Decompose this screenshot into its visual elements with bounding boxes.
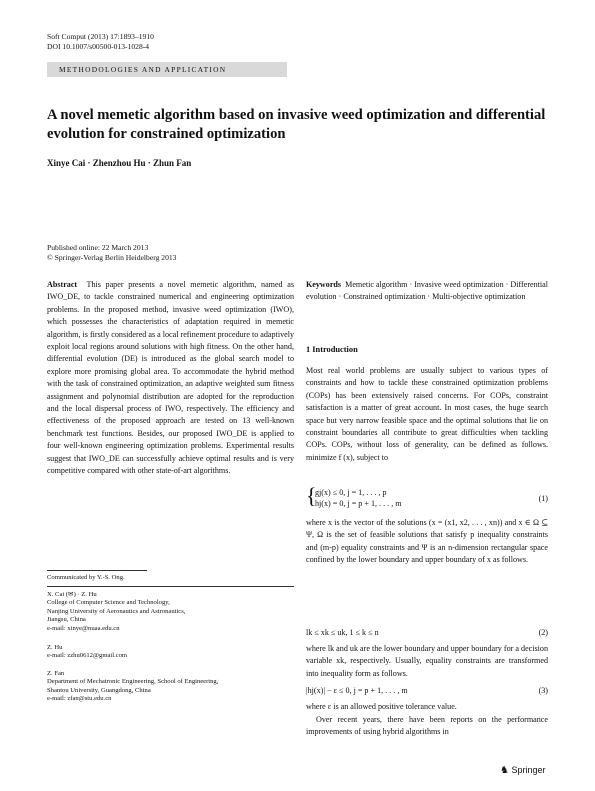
affiliation-line: Shantou University, Guangdong, China bbox=[47, 686, 151, 694]
equation-3 bbox=[306, 685, 548, 696]
keywords bbox=[306, 279, 548, 304]
intro-paragraph-1: Most real world problems are usually subject to various types of constraints and how to tackle these constrained optimization problems (COPs) has been extensively raised concerns. For COPs, constraint satisfaction is a matter of great account. In most cases, the huge search space but very narrow feasible space and the optimal solutions that lie on constraint boundaries all contribute to great difficulties when tackling COPs. COPs, without loss of generality, can be defined as follows. minimize f (x), subject to bbox=[306, 366, 548, 462]
abstract-label: Abstract bbox=[47, 280, 78, 289]
publisher-name: Springer bbox=[511, 765, 546, 775]
affiliation-1 bbox=[47, 591, 294, 633]
affiliation-3 bbox=[47, 670, 294, 704]
equation-line: hj(x) = 0, j = p + 1, . . . , m bbox=[315, 499, 402, 508]
equation-2 bbox=[306, 627, 548, 638]
publisher-logo bbox=[500, 765, 546, 776]
equation-line: gj(x) ≤ 0, j = 1, . . . , p bbox=[315, 488, 387, 497]
communicated-by: Communicated by Y.-S. Ong. bbox=[47, 574, 125, 581]
intro-paragraph-5: Over recent years, there have been reports on the performance improvements of using hybrid algorithms in bbox=[306, 715, 548, 737]
affiliation-line: College of Computer Science and Technology, bbox=[47, 599, 170, 607]
equation-number: (3) bbox=[538, 686, 548, 695]
affiliation-line: Department of Mechatronic Engineering, School of Engineering, bbox=[47, 678, 219, 686]
abstract bbox=[47, 279, 294, 478]
equation-line: lk ≤ xk ≤ uk, 1 ≤ k ≤ n bbox=[306, 628, 379, 637]
published-date: Published online: 22 March 2013 bbox=[47, 243, 149, 252]
email: e-mail: zzhu0612@gmail.com bbox=[47, 652, 128, 660]
equation-number: (2) bbox=[538, 628, 548, 637]
affiliation-names: Z. Fan bbox=[47, 670, 65, 677]
intro-paragraph-3: where lk and uk are the lower boundary and upper boundary for a decision variable xk, respectively. Usually, equality constraints are transformed into inequality form as follows. bbox=[306, 644, 548, 678]
intro-paragraph-2: where x is the vector of the solutions (x = (x1, x2, . . . , xn)) and x ∈ Ω ⊆ Ψ, Ω is the set of feasible solutions that satisfy p inequality constraints and (m-p) equality constraints and Ψ is an n-dimension rectangular space confined by the lower boundary and upper boundary of x as follows. bbox=[306, 518, 548, 565]
journal-citation: Soft Comput (2013) 17:1893–1910 bbox=[47, 32, 154, 41]
equation-1 bbox=[306, 483, 548, 511]
affiliation-line: Jiangsu, China bbox=[47, 616, 86, 624]
chess-knight-icon: ♞ bbox=[500, 765, 509, 776]
section-heading: 1 Introduction bbox=[306, 345, 358, 354]
equation-number: (1) bbox=[538, 494, 548, 503]
keywords-text: Memetic algorithm · Invasive weed optimization · Differential evolution · Constrained optimization · Multi-objective optimization bbox=[306, 280, 548, 302]
section-banner: METHODOLOGIES AND APPLICATION bbox=[47, 62, 287, 77]
doi: DOI 10.1007/s00500-013-1028-4 bbox=[47, 42, 150, 51]
affiliation-names: X. Cai (✉) · Z. Hu bbox=[47, 591, 97, 598]
affiliation-divider bbox=[47, 586, 294, 587]
affiliation-2 bbox=[47, 644, 294, 661]
email: e-mail: zfan@stu.edu.cn bbox=[47, 695, 112, 703]
paper-title: A novel memetic algorithm based on invasive weed optimization and differential evolution for constrained optimization bbox=[47, 107, 546, 142]
footnote-divider bbox=[47, 570, 147, 571]
authors: Xinye Cai · Zhenzhou Hu · Zhun Fan bbox=[47, 158, 192, 168]
equation-line: |hj(x)| − ε ≤ 0, j = p + 1, . . . , m bbox=[306, 686, 408, 695]
affiliation-line: Nanjing University of Aeronautics and Astronautics, bbox=[47, 607, 186, 615]
abstract-text: This paper presents a novel memetic algorithm, named as IWO_DE, to tackle constrained numerical and engineering optimization problems. In the proposed method, invasive weed optimization (IWO), which possesses the characteristics of adaptation required in memetic algorithm, is firstly considered as a local refinement procedure to adaptively exploit local regions around solutions with high fitness. On the other hand, differential evolution (DE) is introduced as the global search model to explore more promising global area. To accommodate the hybrid method with the task of constrained optimization, an adaptive weighted sum fitness assignment and polynomial distribution are adopted for the reproduction and the local dispersal process of IWO, respectively. The efficiency and effectiveness of the proposed approach are tested on 13 well-known benchmark test functions. Besides, our proposed IWO_DE is applied to four well-known engineering optimization problems. Experimental results suggest that IWO_DE can successfully achieve optimal results and is very competitive compared with other state-of-art algorithms. bbox=[47, 280, 295, 476]
affiliation-names: Z. Hu bbox=[47, 644, 63, 651]
intro-paragraph-4: where ε is an allowed positive tolerance value. bbox=[306, 702, 457, 711]
email: e-mail: xinye@nuaa.edu.cn bbox=[47, 624, 120, 632]
copyright: © Springer-Verlag Berlin Heidelberg 2013 bbox=[47, 253, 177, 262]
brace-symbol: { bbox=[306, 483, 317, 508]
keywords-label: Keywords bbox=[306, 280, 342, 289]
